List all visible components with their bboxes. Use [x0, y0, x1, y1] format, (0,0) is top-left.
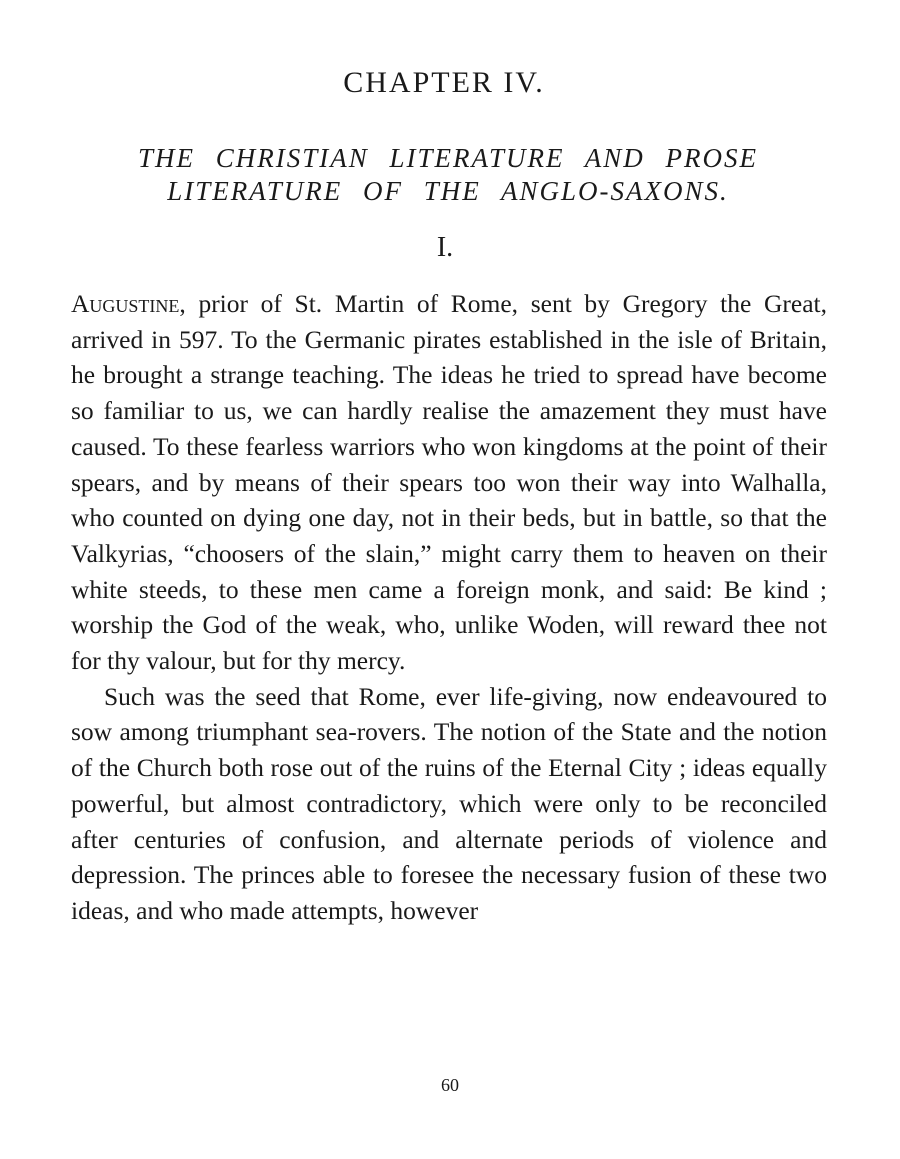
chapter-title: THE CHRISTIAN LITERATURE AND PROSE LITERATURE OF THE ANGLO-SAXONS.	[138, 143, 758, 206]
paragraph-lead-word: Augustine	[71, 289, 180, 318]
chapter-body	[71, 286, 827, 929]
chapter-heading: CHAPTER IV.	[343, 66, 545, 99]
paragraph-1	[71, 286, 827, 679]
paragraph-1-text: , prior of St. Martin of Rome, sent by Gregory the Great, arrived in 597. To the Germanic pirates established in the isle of Britain, he brought a strange teaching. The ideas he tried to spread have become so familiar to us, we can hardly realise the amazement they must have caused. To these fearless warriors who won kingdoms at the point of their spears, and by means of their spears too won their way into Walhalla, who counted on dying one day, not in their beds, but in battle, so that the Valkyrias, “choosers of the slain,” might carry them to heaven on their white steeds, to these men came a foreign monk, and said: Be kind ; worship the God of the weak, who, unlike Woden, will reward thee not for thy valour, but for thy mercy.	[71, 289, 827, 676]
page-number: 60	[441, 1075, 459, 1095]
section-number: I.	[436, 232, 454, 263]
paragraph-2: Such was the seed that Rome, ever life-giving, now endeavoured to sow among triumphant sea-rovers. The notion of the State and the notion of the Church both rose out of the ruins of the Eternal City ; ideas equally powerful, but almost contradictory, which were only to be reconciled after centuries of confusion, and alternate periods of violence and depression. The princes able to foresee the necessary fusion of these two ideas, and who made attempts, however	[71, 681, 827, 925]
